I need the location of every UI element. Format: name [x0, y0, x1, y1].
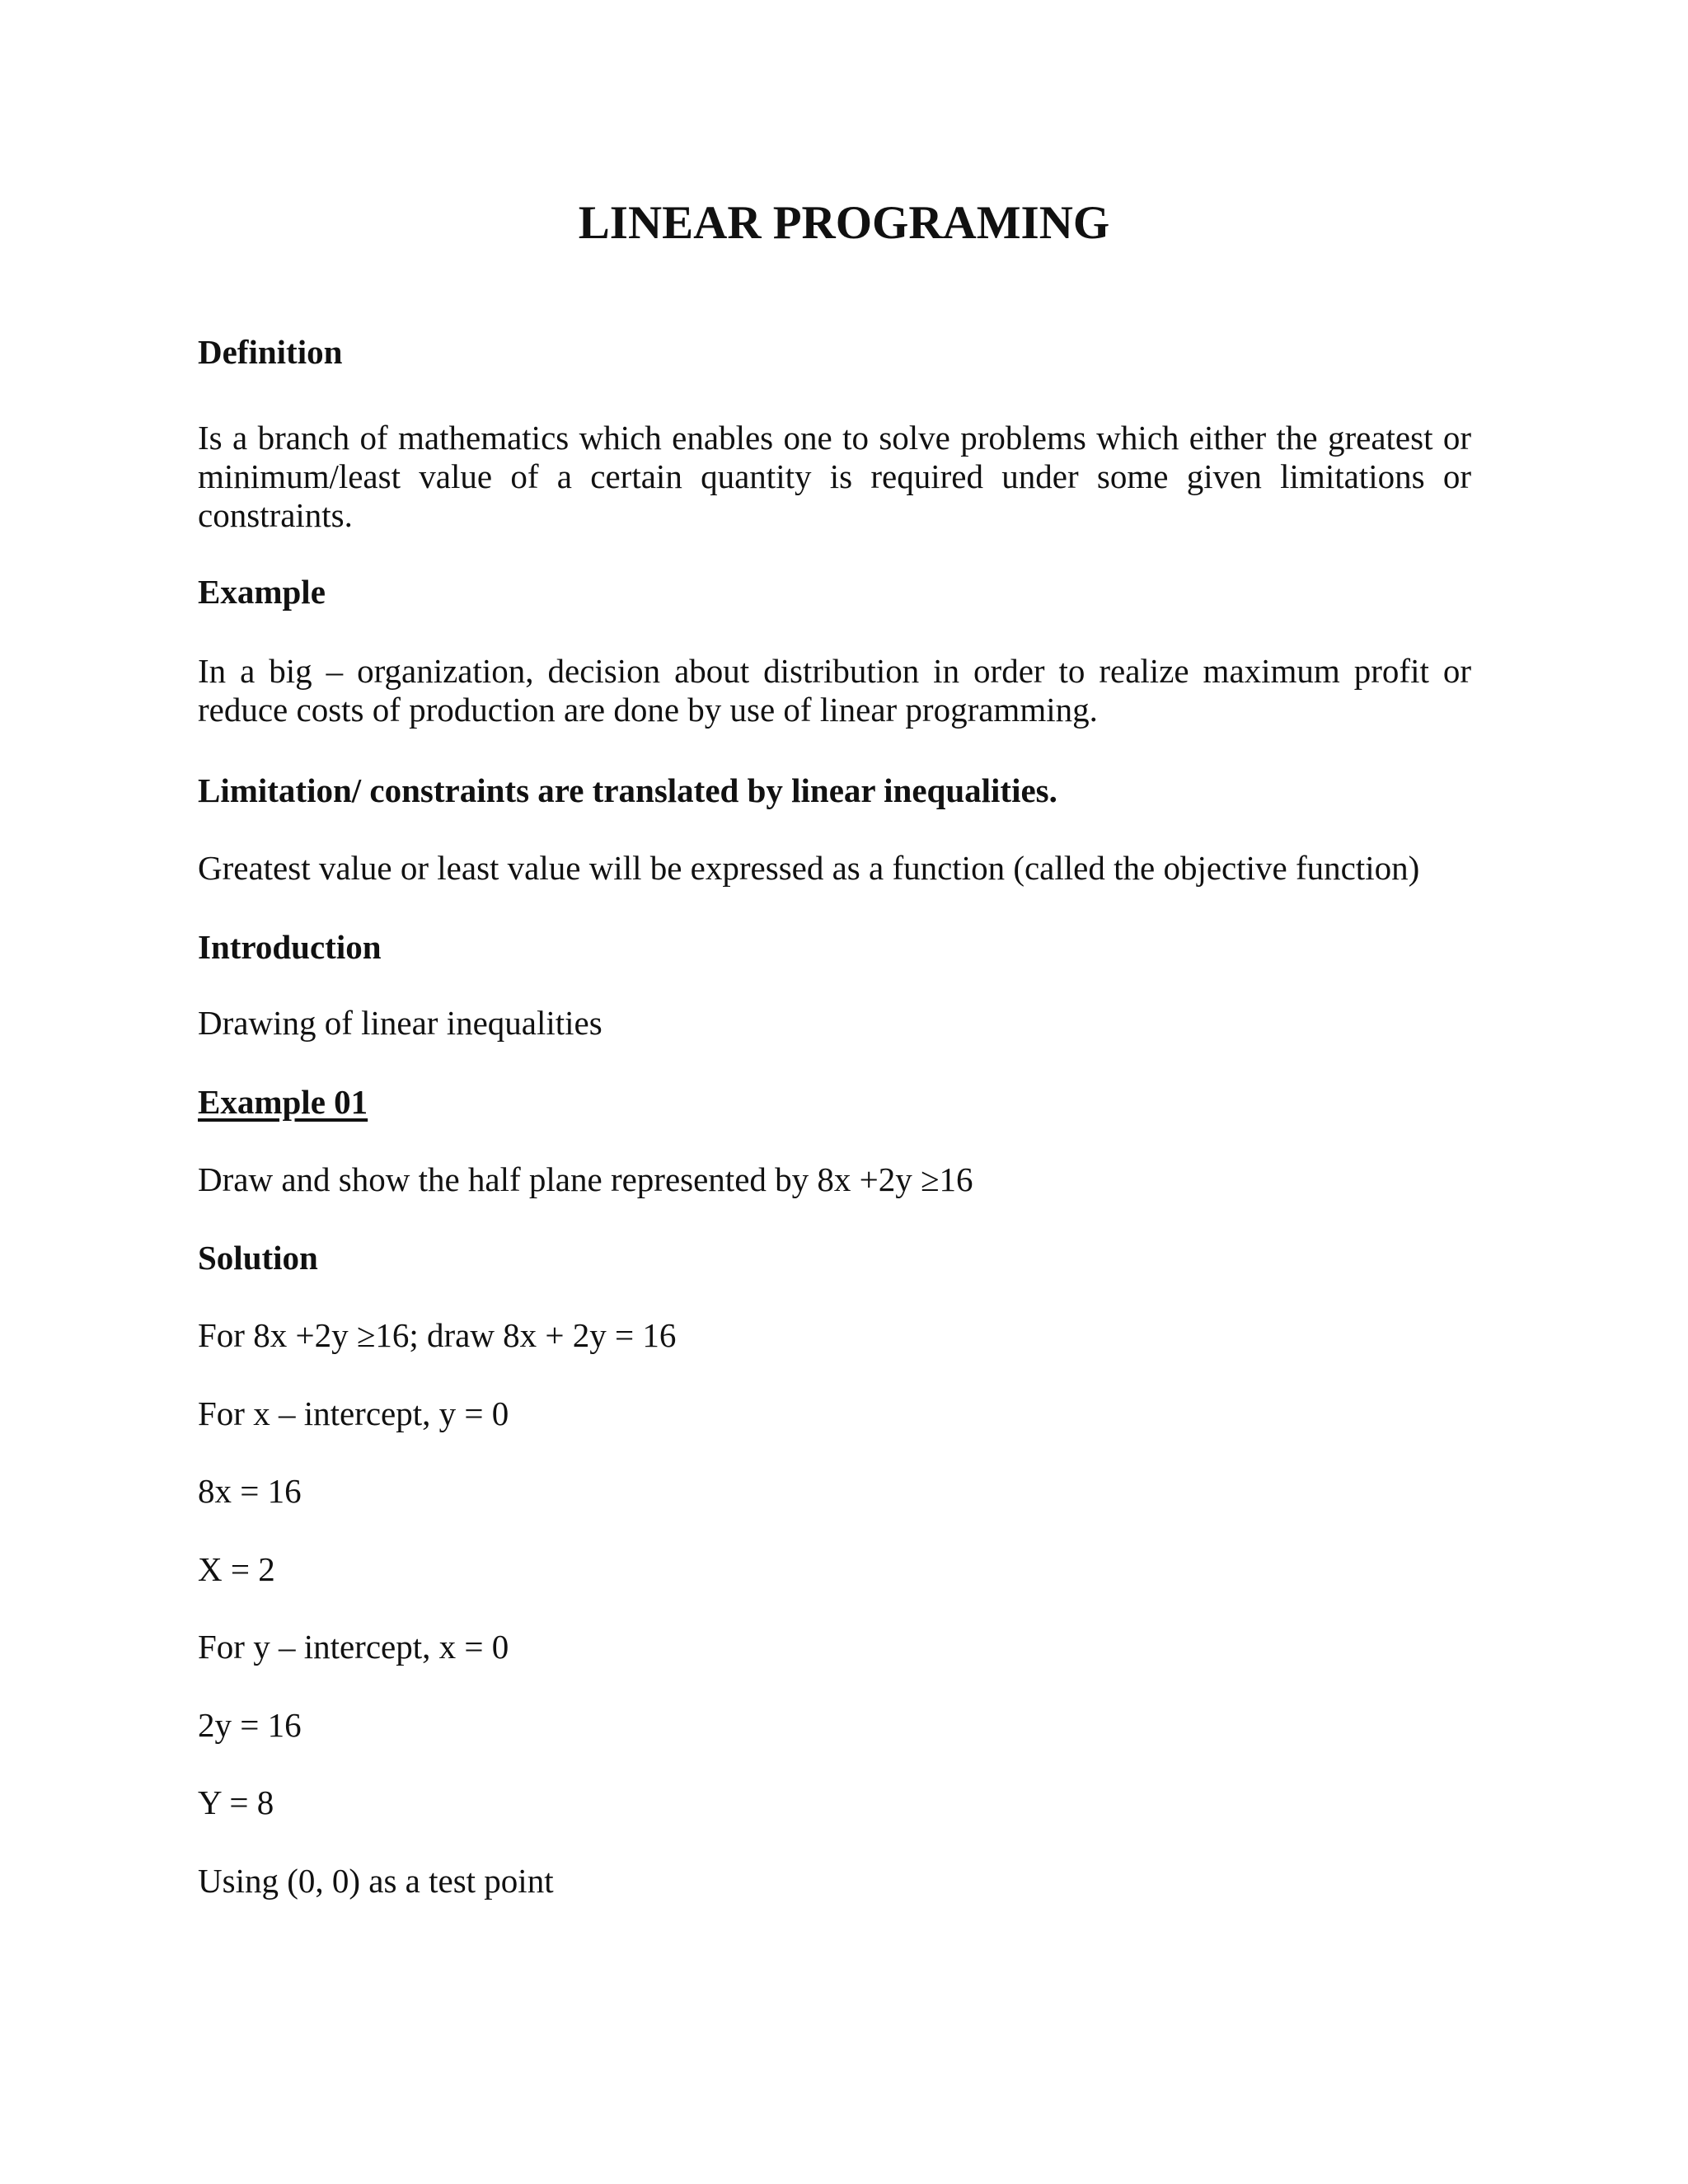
constraints-note: Limitation/ constraints are translated by linear inequalities. [198, 771, 1057, 809]
solution-heading: Solution [198, 1239, 318, 1277]
example-paragraph [198, 652, 1471, 729]
solution-line: For y – intercept, x = 0 [198, 1628, 509, 1666]
definition-line: constraints. [198, 496, 353, 534]
page-title: LINEAR PROGRAMING [578, 197, 1110, 249]
definition-line: minimum/least value of a certain quantity is required under some given limitations or [198, 457, 1471, 495]
solution-line: X = 2 [198, 1550, 275, 1588]
solution-line: Y = 8 [198, 1783, 274, 1821]
example-heading: Example [198, 573, 326, 611]
example-line: In a big – organization, decision about distribution in order to realize maximum profit or [198, 652, 1471, 690]
example01-heading: Example 01 [198, 1083, 368, 1121]
solution-line: For x – intercept, y = 0 [198, 1394, 509, 1432]
definition-heading: Definition [198, 333, 343, 371]
definition-line: Is a branch of mathematics which enables one to solve problems which either the greatest or [198, 419, 1471, 457]
objective-note: Greatest value or least value will be expressed as a function (called the objective function) [198, 849, 1420, 887]
solution-line: Using (0, 0) as a test point [198, 1862, 554, 1900]
introduction-text: Drawing of linear inequalities [198, 1004, 603, 1042]
solution-line: 8x = 16 [198, 1472, 302, 1510]
definition-paragraph [198, 419, 1471, 535]
solution-line: For 8x +2y ≥16; draw 8x + 2y = 16 [198, 1316, 677, 1354]
example01-text: Draw and show the half plane represented by 8x +2y ≥16 [198, 1160, 973, 1198]
solution-line: 2y = 16 [198, 1706, 302, 1744]
introduction-heading: Introduction [198, 928, 382, 966]
example-line: reduce costs of production are done by use of linear programming. [198, 691, 1098, 729]
